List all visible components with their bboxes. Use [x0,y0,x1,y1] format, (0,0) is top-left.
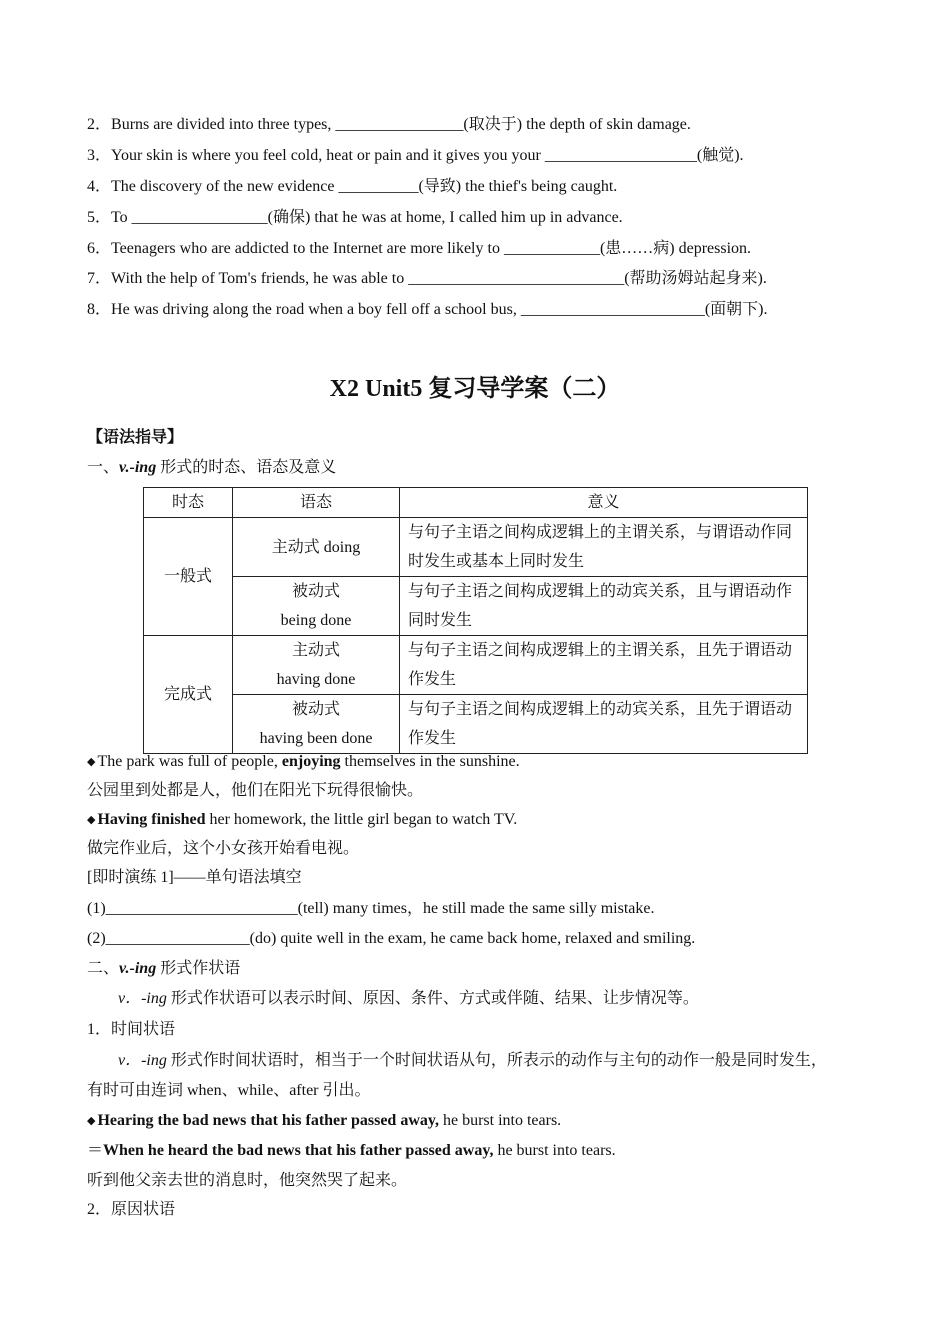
paragraph-time-line2: 有时可由连词 when、while、after 引出。 [87,1082,371,1099]
exercise-text: The discovery of the new evidence __________(导致) the thief's being caught. [111,178,618,195]
paragraph-text: 形式作时间状语时，相当于一个时间状语从句，所表示的动作与主句的动作一般是同时发生， [166,1052,827,1069]
heading-ving-tense [87,458,336,478]
example-text: he burst into tears. [493,1142,616,1159]
meaning-cell: 与句子主语之间构成逻辑上的动宾关系，且与谓语动作同时发生 [400,577,808,636]
equals-sign: ＝ [87,1142,104,1159]
table-header-meaning: 意义 [400,488,808,518]
paragraph-adverbial-intro [118,989,699,1009]
paragraph-time-line1 [118,1051,827,1071]
heading-ving-adverbial [87,959,240,979]
exercise-item-6 [87,239,751,259]
example-text: The park was full of people, [97,753,282,770]
practice-heading: [即时演练 1]——单句语法填空 [87,869,302,886]
example-bold: Hearing the bad news that his father passed away, [97,1112,439,1129]
example-bold: enjoying [281,753,341,770]
practice-item-2: (2)__________________(do) quite well in the exam, he came back home, relaxed and smiling. [87,930,696,947]
example-text: themselves in the sunshine. [340,753,520,770]
table-header-row [144,488,808,518]
meaning-cell: 与句子主语之间构成逻辑上的主谓关系，与谓语动作同时发生或基本上同时发生 [400,518,808,577]
exercise-item-2 [87,115,691,135]
meaning-cell: 与句子主语之间构成逻辑上的主谓关系，且先于谓语动作发生 [400,636,808,695]
table-row [144,695,808,754]
voice-label: 被动式 [291,583,340,600]
heading-term: v.-ing [119,459,157,476]
exercise-number: 8． [87,301,112,318]
example-text: he burst into tears. [438,1112,562,1129]
example-text: her homework, the little girl began to watch TV. [205,811,518,828]
heading-prefix: 一、 [87,459,120,476]
meaning-cell: 与句子主语之间构成逻辑上的动宾关系，且先于谓语动作发生 [400,695,808,754]
heading-rest: 形式作状语 [156,960,241,977]
example-bold: Having finished [97,811,206,828]
paragraph-text: 形式作状语可以表示时间、原因、条件、方式或伴随、结果、让步情况等。 [166,990,699,1007]
term-italic: v．-ing [118,1052,167,1069]
bullet-diamond-icon: ◆ [87,814,96,826]
heading-prefix: 二、 [87,960,120,977]
example-sentence-3 [87,1111,561,1132]
section-label: 【语法指导】 [87,429,184,446]
table-header-tense: 时态 [144,488,233,518]
example-translation-1: 公园里到处都是人，他们在阳光下玩得很愉快。 [87,782,424,799]
subheading-cause-adverbial: 2．原因状语 [87,1201,176,1218]
term-italic: v．-ing [118,990,167,1007]
exercise-text: With the help of Tom's friends, he was able to ___________________________(帮助汤姆站起身来). [111,270,767,287]
tense-cell-perfect: 完成式 [144,636,233,754]
table-row [144,518,808,577]
voice-cell [233,636,400,695]
exercise-text: Burns are divided into three types, ________________(取决于) the depth of skin damage. [111,116,691,133]
exercise-item-7 [87,269,767,289]
exercise-text: Teenagers who are addicted to the Internet are more likely to ____________(患……病) depression. [111,240,752,257]
example-sentence-4 [87,1141,616,1161]
example-translation-4: 听到他父亲去世的消息时，他突然哭了起来。 [87,1172,408,1189]
exercise-number: 4． [87,178,112,195]
document-title: X2 Unit5 复习导学案（二） [329,376,621,402]
exercise-item-5 [87,208,623,228]
exercise-item-8 [87,300,768,320]
example-sentence-1 [87,752,520,773]
voice-form: having done [276,671,356,688]
exercise-item-3 [87,146,744,166]
tense-voice-table [143,487,808,754]
tense-cell-simple: 一般式 [144,518,233,636]
subheading-time-adverbial: 1．时间状语 [87,1021,176,1038]
exercise-number: 6． [87,240,112,257]
table-row [144,636,808,695]
exercise-number: 7． [87,270,112,287]
voice-label: 被动式 [291,701,340,718]
bullet-diamond-icon: ◆ [87,756,96,768]
exercise-text: Your skin is where you feel cold, heat or pain and it gives you your ___________________(触觉). [111,147,744,164]
table-header-voice: 语态 [233,488,400,518]
voice-cell [233,695,400,754]
example-translation-2: 做完作业后，这个小女孩开始看电视。 [87,840,360,857]
voice-label: 主动式 [291,642,340,659]
exercise-number: 2． [87,116,112,133]
table-row [144,577,808,636]
exercise-number: 5． [87,209,112,226]
example-sentence-2 [87,810,517,831]
exercise-item-4 [87,177,617,197]
heading-term: v.-ing [119,960,157,977]
bullet-diamond-icon: ◆ [87,1115,96,1127]
voice-cell [233,577,400,636]
voice-cell: 主动式 doing [233,518,400,577]
exercise-text: He was driving along the road when a boy fell off a school bus, _______________________(面朝下). [111,301,768,318]
exercise-text: To _________________(确保) that he was at home, I called him up in advance. [111,209,623,226]
voice-form: being done [280,612,352,629]
voice-form: having been done [259,730,373,747]
example-bold: When he heard the bad news that his father passed away, [103,1142,494,1159]
practice-item-1: (1)________________________(tell) many times，he still made the same silly mistake. [87,900,655,917]
exercise-number: 3． [87,147,112,164]
heading-rest: 形式的时态、语态及意义 [156,459,337,476]
